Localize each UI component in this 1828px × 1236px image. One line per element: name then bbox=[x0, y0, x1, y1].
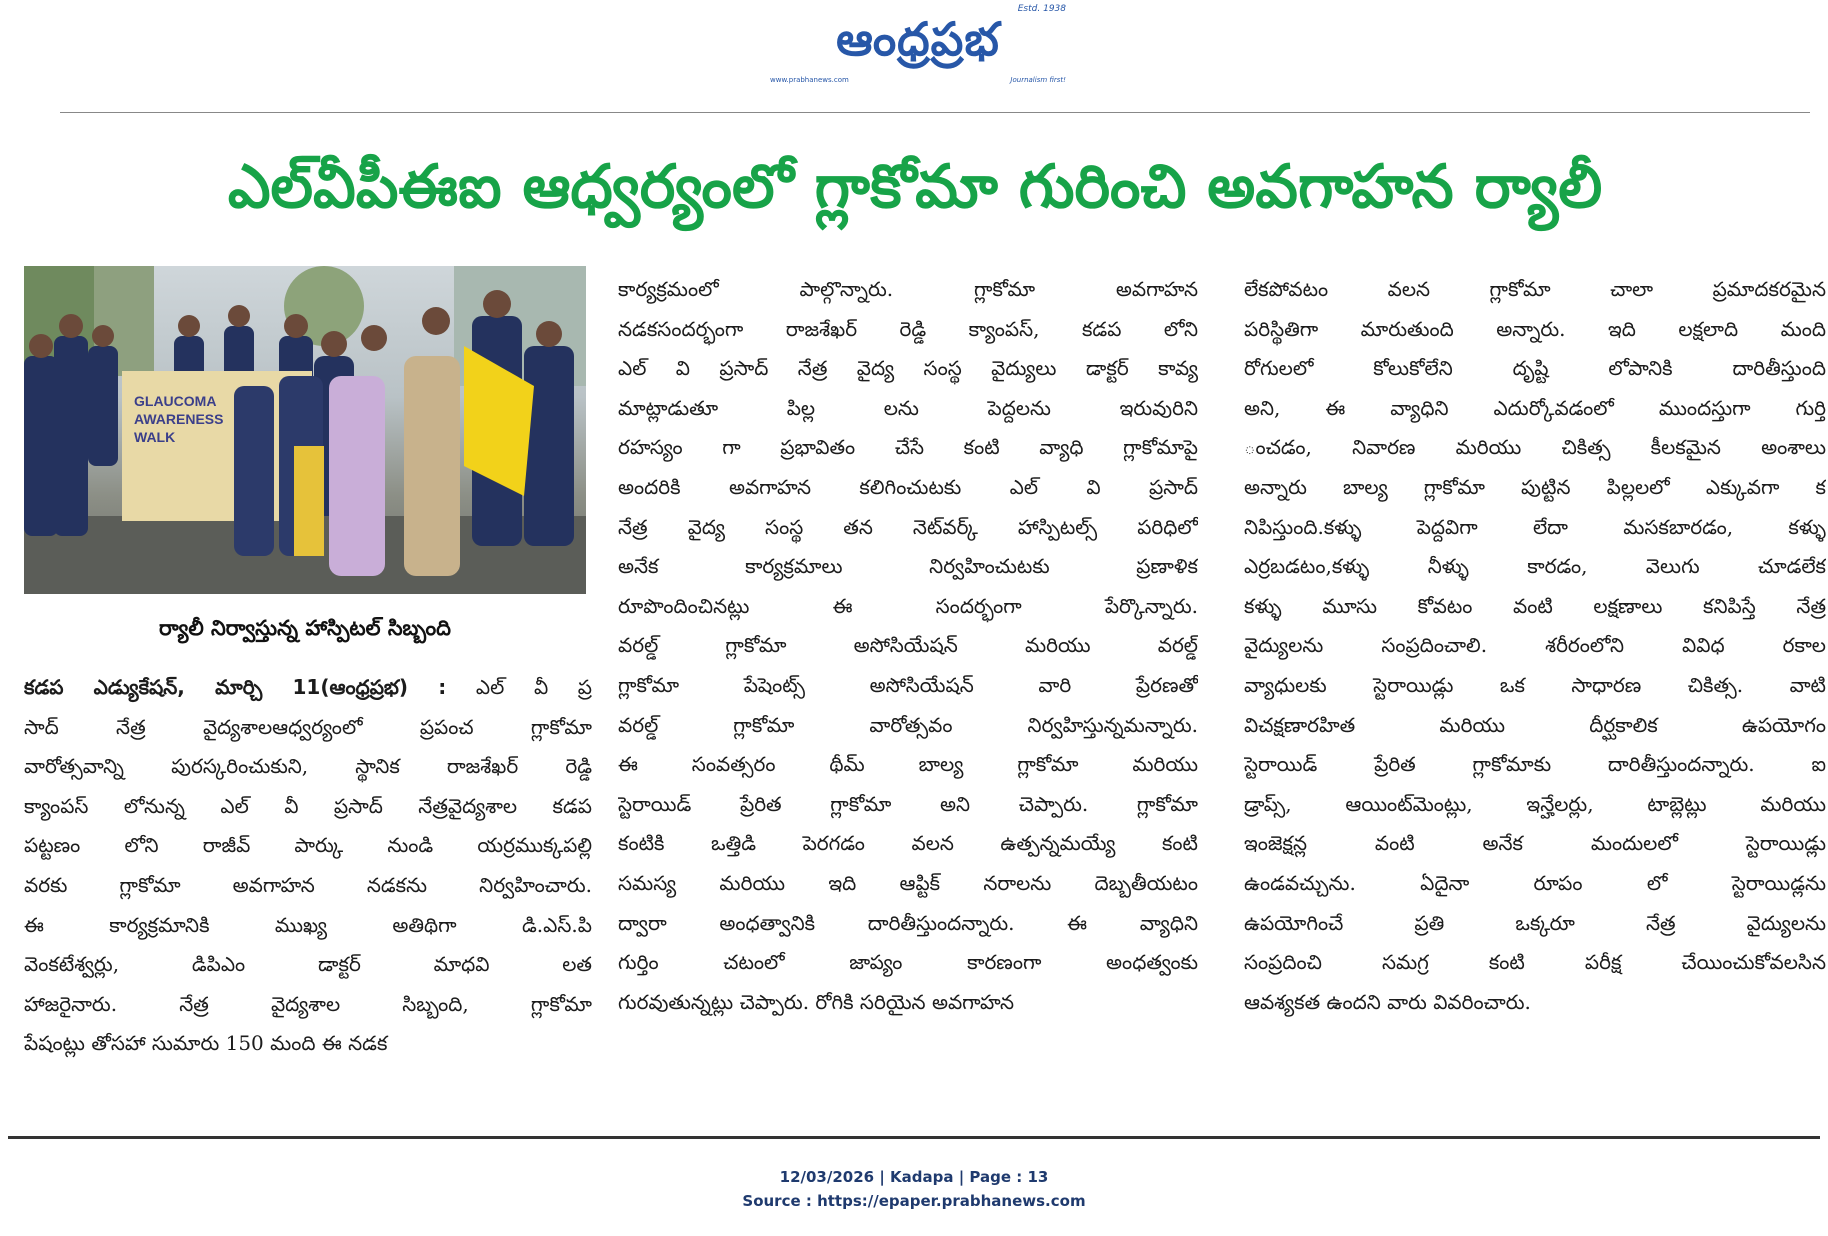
column-2-line: మాట్లాడుతూ పిల్ల లను పెద్దలను ఇరువురిని bbox=[618, 395, 1198, 420]
column-3-line: కళ్ళు మూసు కోవటం వంటి లక్షణాలు కనిపిస్తే నేత్ర bbox=[1244, 593, 1826, 618]
footer-source-link[interactable]: Source : https://epaper.prabhanews.com bbox=[742, 1192, 1086, 1210]
column-1-line: పట్టణం లోని రాజీవ్ పార్కు నుండి యర్రముక్కపల్లి bbox=[24, 833, 592, 858]
article-photo bbox=[24, 266, 586, 594]
column-1-line bbox=[24, 668, 592, 708]
logo-website: www.prabhanews.com bbox=[770, 76, 849, 84]
column-2-line: నడకసందర్భంగా రాజశేఖర్ రెడ్డి క్యాంపస్, కడప లోని bbox=[618, 316, 1198, 341]
column-3-line: అన్నారు బాల్య గ్లాకోమా పుట్టిన పిల్లలలో ఎక్కువగా క bbox=[1244, 474, 1826, 499]
logo-tagline: Journalism first! bbox=[1010, 76, 1066, 84]
masthead bbox=[0, 0, 1828, 112]
column-3-line: లేకపోవటం వలన గ్లాకోమా చాలా ప్రమాదకరమైన bbox=[1244, 277, 1826, 301]
column-3-line: ంచడం, నివారణ మరియు చికిత్స కీలకమైన అంశాలు bbox=[1244, 435, 1826, 460]
column-1-line: వెంకటేశ్వర్లు, డిపిఎం డాక్టర్ మాధవి లత bbox=[24, 952, 592, 977]
column-3-line: విచక్షణారహిత మరియు దీర్ఘకాలిక ఉపయోగం bbox=[1244, 712, 1826, 737]
column-2-line: సమస్య మరియు ఇది ఆప్టిక్ నరాలను దెబ్బతీయటం bbox=[618, 870, 1198, 895]
article-dateline: కడప ఎడ్యుకేషన్, మార్చి 11(ఆంధ్రప్రభ) : bbox=[24, 675, 447, 699]
column-2-line: గుర్తిం చటంలో జాప్యం కారణంగా అంధత్వంకు bbox=[618, 950, 1198, 975]
article-headline: ఎల్‌వీపీఈఐ ఆధ్వర్యంలో గ్లాకోమా గురించి అవగాహన ర్యాలీ bbox=[227, 152, 1603, 222]
column-1-line: వారోత్సవాన్ని పురస్కరించుకుని, స్థానిక రాజశేఖర్ రెడ్డి bbox=[24, 754, 592, 779]
column-3-line: ఆవశ్యకత ఉందని వారు వివరించారు. bbox=[1244, 989, 1531, 1014]
column-1-line: క్యాంపస్ లోనున్న ఎల్ వీ ప్రసాద్ నేత్రవైద్యశాల కడప bbox=[24, 793, 592, 818]
column-2-line: ద్వారా అంధత్వానికి దారితీస్తుందన్నారు. ఈ వ్యాధిని bbox=[618, 910, 1198, 935]
column-3-line: డ్రాప్స్, ఆయింట్‌మెంట్లు, ఇన్హేలర్లు, టాబ్లెట్లు మరియు bbox=[1244, 791, 1826, 816]
column-2-line: రహస్యం గా ప్రభావితం చేసే కంటి వ్యాధి గ్లాకోమాపై bbox=[618, 435, 1198, 460]
top-divider bbox=[60, 112, 1810, 113]
column-2-line: గ్లాకోమా పేషెంట్స్ అసోసియేషన్ వారి ప్రేరణతో bbox=[618, 672, 1198, 697]
column-2-line: కార్యక్రమంలో పాల్గొన్నారు. గ్లాకోమా అవగాహన bbox=[618, 277, 1198, 301]
logo-text: ఆంధ్రప్రభ bbox=[836, 12, 1000, 66]
column-3-line: వైద్యులను సంప్రదించాలి. శరీరంలోని వివిధ రకాల bbox=[1244, 633, 1826, 658]
dateline-continuation: ఎల్ వీ ప్ర bbox=[475, 675, 592, 699]
footer-date-page: 12/03/2026 | Kadapa | Page : 13 bbox=[779, 1168, 1049, 1186]
column-1-line: హాజరైనారు. నేత్ర వైద్యశాల సిబ్బంది, గ్లాకోమా bbox=[24, 991, 592, 1016]
column-3-line: అని, ఈ వ్యాధిని ఎదుర్కోవడంలో ముందస్తుగా గుర్తి bbox=[1244, 395, 1826, 420]
column-2-line: రూపొందించినట్లు ఈ సందర్భంగా పేర్కొన్నారు. bbox=[618, 593, 1198, 618]
column-3-line: ఎర్రబడటం,కళ్ళు నీళ్ళు కారడం, వెలుగు చూడలేక bbox=[1244, 554, 1826, 579]
column-3-line: సంప్రదించి సమగ్ర కంటి పరీక్ష చేయించుకోవలసిన bbox=[1244, 950, 1826, 975]
column-2-line: ఎల్ వి ప్రసాద్ నేత్ర వైద్య సంస్థ వైద్యులు డాక్టర్ కావ్య bbox=[618, 356, 1198, 381]
column-2-line: వరల్డ్ గ్లాకోమా వారోత్సవం నిర్వహిస్తున్నమన్నారు. bbox=[618, 712, 1198, 737]
column-3-line: ఇంజెక్షన్ల వంటి అనేక మందులలో స్టెరాయిడ్లు bbox=[1244, 831, 1826, 856]
column-3-line: రోగులలో కోలుకోలేని దృష్టి లోపానికి దారితీస్తుంది bbox=[1244, 356, 1826, 381]
article-column-2 bbox=[618, 270, 1198, 1022]
column-1-line: ఈ కార్యక్రమానికి ముఖ్య అతిథిగా డి.ఎస్.పి bbox=[24, 912, 592, 937]
column-2-line: ఈ సంవత్సరం థీమ్ బాల్య గ్లాకోమా మరియు bbox=[618, 752, 1198, 777]
photo-caption: ర్యాలీ నిర్వాస్తున్న హాస్పిటల్ సిబ్బంది bbox=[159, 616, 451, 640]
bottom-divider bbox=[8, 1136, 1820, 1139]
column-1-line: పేషంట్లు తోసహా సుమారు 150 మంది ఈ నడక bbox=[24, 1031, 388, 1056]
newspaper-logo[interactable] bbox=[768, 4, 1068, 88]
column-2-line: గురవుతున్నట్లు చెప్పారు. రోగికి సరియైన అవగాహన bbox=[618, 989, 1015, 1014]
rally-photo-illustration bbox=[24, 266, 586, 594]
column-3-line: పరిస్థితిగా మారుతుంది అన్నారు. ఇది లక్షలాది మంది bbox=[1244, 316, 1826, 341]
article-column-1 bbox=[24, 668, 592, 1064]
column-2-line: కంటికి ఒత్తిడి పెరగడం వలన ఉత్పన్నమయ్యే కంటి bbox=[618, 831, 1198, 856]
column-1-line: సాద్ నేత్ర వైద్యశాలఆధ్వర్యంలో ప్రపంచ గ్లాకోమా bbox=[24, 714, 592, 739]
column-2-line: నేత్ర వైద్య సంస్థ తన నెట్‌వర్క్ హాస్పిటల్స్ పరిధిలో bbox=[618, 514, 1198, 539]
banner-text-1: GLAUCOMA bbox=[134, 393, 217, 409]
logo-estd: Estd. 1938 bbox=[1017, 4, 1066, 14]
column-3-line: ఉపయోగించే ప్రతి ఒక్కరూ నేత్ర వైద్యులను bbox=[1244, 910, 1826, 935]
column-2-line: వరల్డ్ గ్లాకోమా అసోసియేషన్ మరియు వరల్డ్ bbox=[618, 633, 1198, 658]
banner-text-2: AWARENESS bbox=[134, 411, 224, 427]
column-2-line: స్టెరాయిడ్ ప్రేరిత గ్లాకోమా అని చెప్పారు. గ్లాకోమా bbox=[618, 791, 1198, 816]
column-2-line: అనేక కార్యక్రమాలు నిర్వహించుటకు ప్రణాళిక bbox=[618, 554, 1198, 579]
column-3-line: వ్యాధులకు స్టెరాయిడ్లు ఒక సాధారణ చికిత్స. వాటి bbox=[1244, 672, 1826, 697]
column-3-line: ఉండవచ్చును. ఏదైనా రూపం లో స్టెరాయిడ్లను bbox=[1244, 870, 1826, 895]
column-3-line: స్టెరాయిడ్ ప్రేరిత గ్లాకోమాకు దారితీస్తుందన్నారు. ఐ bbox=[1244, 752, 1826, 777]
column-1-line: వరకు గ్లాకోమా అవగాహన నడకను నిర్వహించారు. bbox=[24, 872, 592, 897]
article-column-3 bbox=[1244, 270, 1826, 1022]
banner-text-3: WALK bbox=[134, 429, 176, 445]
column-3-line: నిపిస్తుంది.కళ్ళు పెద్దవిగా లేదా మసకబారడం, కళ్ళు bbox=[1244, 514, 1826, 539]
column-2-line: అందరికి అవగాహన కలిగించుటకు ఎల్ వి ప్రసాద్ bbox=[618, 474, 1198, 499]
